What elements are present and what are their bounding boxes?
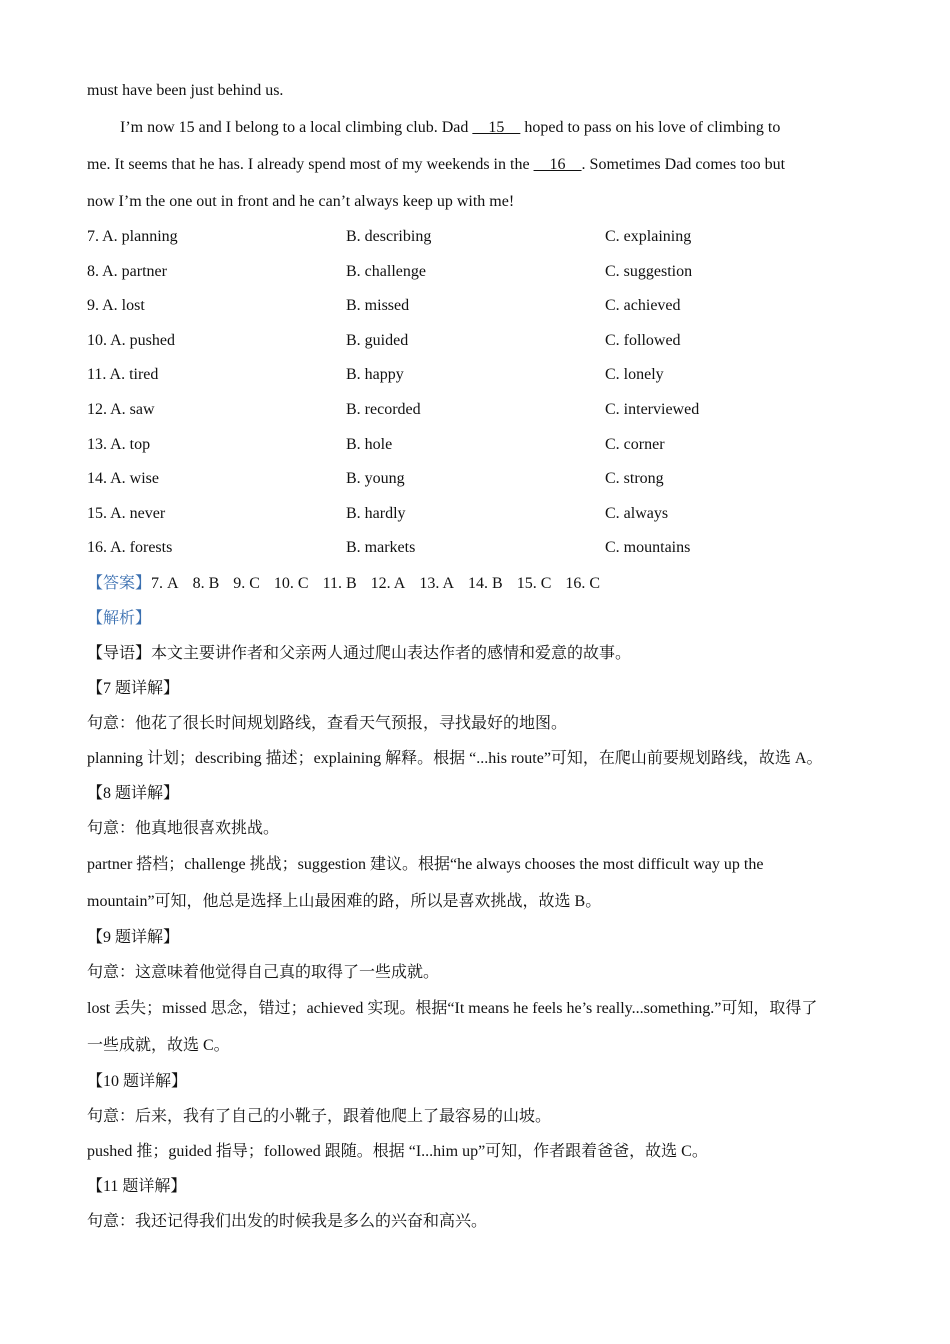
- passage-text: . Sometimes Dad comes too but: [581, 156, 786, 173]
- option-row-13: [87, 428, 867, 463]
- option-b: B. challenge: [346, 262, 426, 280]
- answer-item: 14. B: [468, 574, 503, 592]
- q9-explanation-cont: 一些成就，故选 C。: [87, 1036, 230, 1054]
- option-row-7: [87, 220, 867, 255]
- q11-meaning: 句意：我还记得我们出发的时候我是多么的兴奋和高兴。: [87, 1212, 488, 1230]
- q9-title: 【9 题详解】: [87, 928, 180, 946]
- option-b: B. guided: [346, 331, 409, 349]
- passage-text: I’m now 15 and I belong to a local climbing club. Dad: [120, 119, 473, 136]
- q9-explanation: lost 丢失；missed 思念，错过；achieved 实现。根据“It means he feels he’s really...something.”可知，取得了: [87, 999, 818, 1017]
- answer-item: 16. C: [565, 574, 601, 592]
- option-a: 16. A. forests: [87, 539, 173, 557]
- q10-explanation: pushed 推；guided 指导；followed 跟随。根据 “I...him up”可知，作者跟着爸爸，故选 C。: [87, 1142, 708, 1160]
- guide-text: 【导语】本文主要讲作者和父亲两人通过爬山表达作者的感情和爱意的故事。: [87, 644, 632, 662]
- option-a: 13. A. top: [87, 435, 151, 453]
- option-c: C. explaining: [605, 228, 692, 245]
- option-a: 10. A. pushed: [87, 331, 175, 349]
- option-c: C. mountains: [605, 539, 691, 557]
- option-row-11: [87, 358, 867, 393]
- q8-explanation: partner 搭档；challenge 挑战；suggestion 建议。根据“he always chooses the most difficult way up the: [87, 855, 764, 873]
- q10-meaning: 句意：后来，我有了自己的小靴子，跟着他爬上了最容易的山坡。: [87, 1107, 552, 1125]
- option-row-15: [87, 497, 867, 532]
- q11-title: 【11 题详解】: [87, 1177, 187, 1195]
- answer-item: 8. B: [192, 574, 220, 592]
- analysis-label: 【解析】: [87, 609, 152, 627]
- option-a: 12. A. saw: [87, 400, 155, 418]
- q7-title: 【7 题详解】: [87, 679, 180, 697]
- option-c: C. strong: [605, 470, 664, 488]
- option-b: B. hole: [346, 435, 393, 453]
- option-row-9: [87, 289, 867, 324]
- option-b: B. markets: [346, 539, 416, 557]
- option-row-10: [87, 324, 867, 359]
- option-b: B. happy: [346, 366, 404, 384]
- q8-meaning: 句意：他真地很喜欢挑战。: [87, 819, 280, 837]
- passage-paragraph-line: [87, 109, 867, 146]
- option-b: B. young: [346, 470, 405, 488]
- option-a: 15. A. never: [87, 504, 166, 522]
- option-a: 14. A. wise: [87, 470, 159, 488]
- option-row-12: [87, 393, 867, 428]
- answer-item: 12. A: [370, 574, 406, 592]
- q8-explanation-cont: mountain”可知，他总是选择上山最困难的路，所以是喜欢挑战，故选 B。: [87, 892, 602, 910]
- passage-paragraph-line: [87, 146, 867, 183]
- option-a: 11. A. tired: [87, 366, 159, 384]
- answer-row: [87, 566, 867, 601]
- option-c: C. followed: [605, 331, 681, 349]
- option-c: C. lonely: [605, 366, 664, 384]
- q7-meaning: 句意：他花了很长时间规划路线，查看天气预报，寻找最好的地图。: [87, 714, 568, 732]
- option-a: 7. A. planning: [87, 228, 178, 245]
- answer-item: 13. A: [419, 574, 455, 592]
- option-a: 9. A. lost: [87, 297, 145, 315]
- passage-text: hoped to pass on his love of climbing to: [520, 119, 781, 136]
- q10-title: 【10 题详解】: [87, 1072, 188, 1090]
- option-c: C. achieved: [605, 297, 681, 315]
- answer-item: 15. C: [516, 574, 552, 592]
- q7-explanation: planning 计划；describing 描述；explaining 解释。根据 “...his route”可知，在爬山前要规划路线，故选 A。: [87, 749, 823, 767]
- passage-line: must have been just behind us.: [87, 82, 284, 99]
- answer-label: 【答案】: [87, 574, 152, 592]
- option-c: C. corner: [605, 435, 665, 453]
- option-row-8: [87, 255, 867, 290]
- document-content: [87, 72, 867, 1239]
- q9-meaning: 句意：这意味着他觉得自己真的取得了一些成就。: [87, 963, 440, 981]
- passage-paragraph-line: now I’m the one out in front and he can’t always keep up with me!: [87, 193, 515, 210]
- option-row-16: [87, 531, 867, 566]
- answer-item: 7. A: [151, 574, 179, 592]
- option-c: C. always: [605, 504, 669, 522]
- answer-item: 10. C: [273, 574, 309, 592]
- option-b: B. describing: [346, 228, 432, 245]
- option-b: B. hardly: [346, 504, 406, 522]
- option-c: C. suggestion: [605, 262, 693, 280]
- blank-16: 16: [533, 156, 582, 173]
- passage-text: me. It seems that he has. I already spend most of my weekends in the: [87, 156, 534, 173]
- option-b: B. missed: [346, 297, 410, 315]
- option-a: 8. A. partner: [87, 262, 167, 280]
- option-row-14: [87, 462, 867, 497]
- answer-item: 9. C: [233, 574, 260, 592]
- option-c: C. interviewed: [605, 400, 700, 418]
- blank-15: 15: [472, 119, 521, 136]
- answer-item: 11. B: [322, 574, 357, 592]
- option-b: B. recorded: [346, 400, 421, 418]
- q8-title: 【8 题详解】: [87, 784, 180, 802]
- options-list: [87, 220, 867, 566]
